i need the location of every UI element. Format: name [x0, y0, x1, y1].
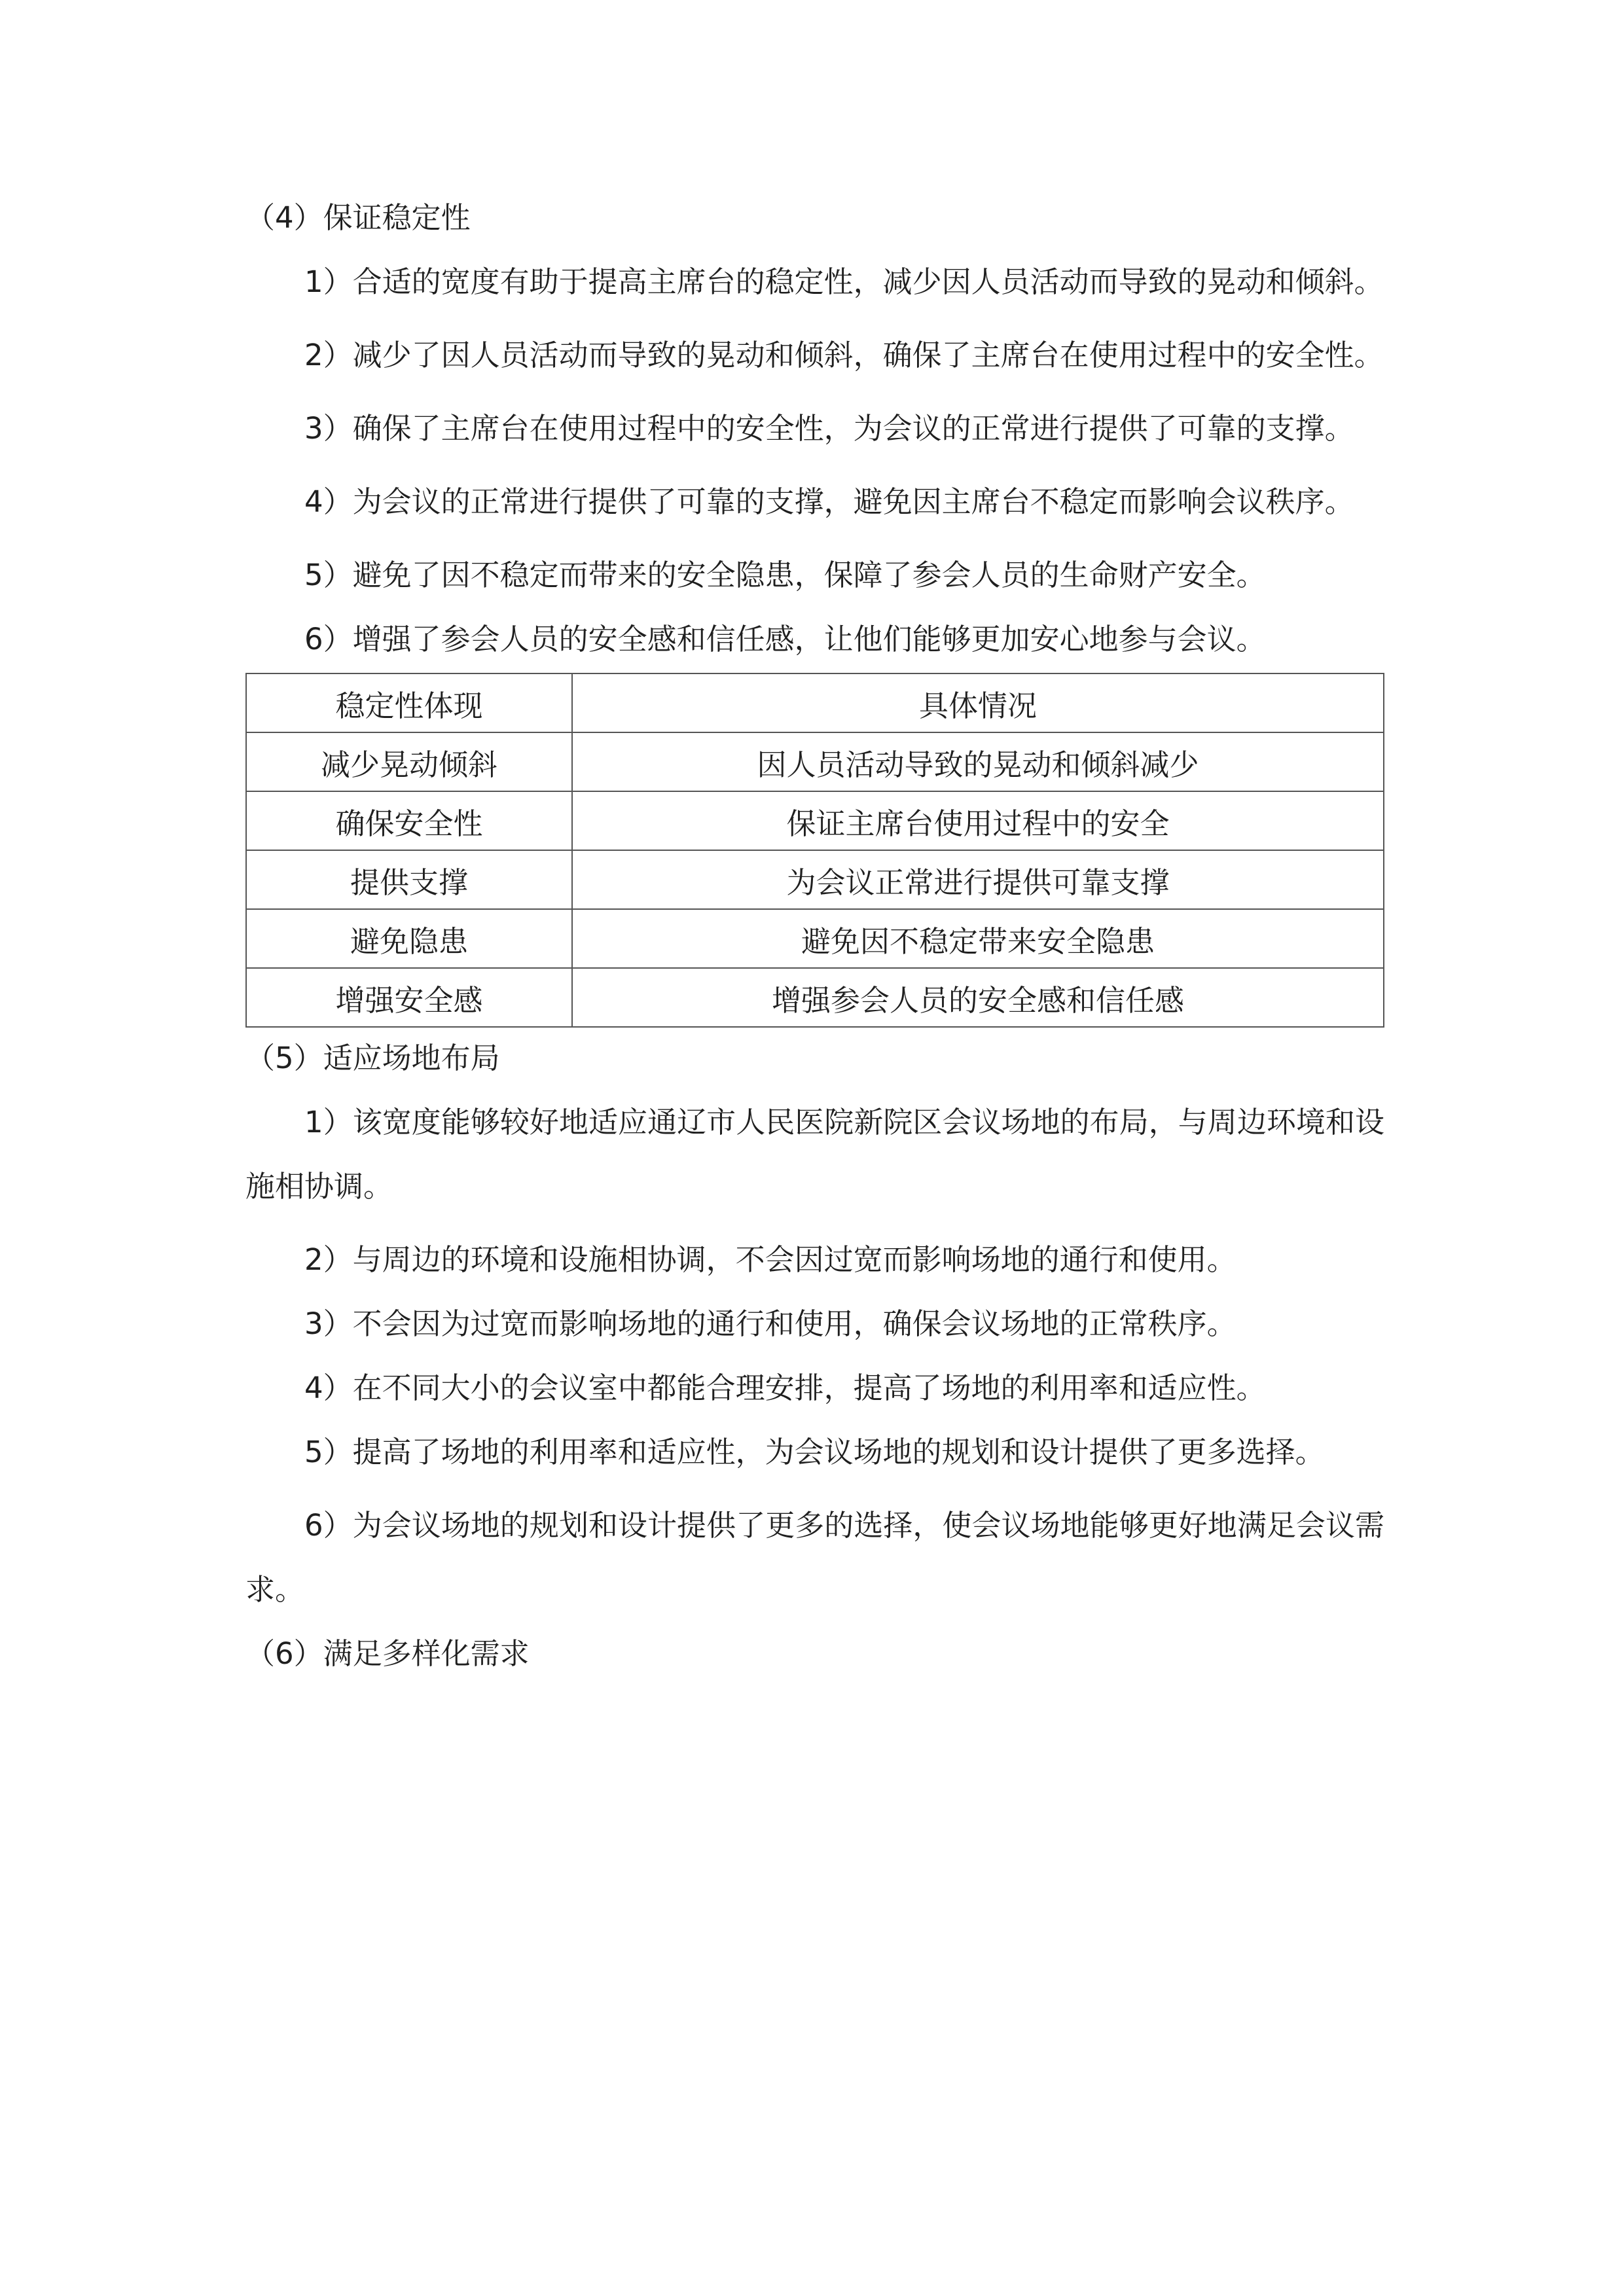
table-row: [246, 732, 1384, 791]
section-4-item-5: 5）避免了因不稳定而带来的安全隐患，保障了参会人员的生命财产安全。: [304, 558, 1266, 592]
section-5-heading: （5）适应场地布局: [245, 1041, 500, 1075]
table-row: [246, 791, 1384, 850]
stability-table: [245, 673, 1384, 1028]
section-5-item-4: 4）在不同大小的会议室中都能合理安排，提高了场地的利用率和适应性。: [304, 1371, 1266, 1405]
section-5-item-1: 1）该宽度能够较好地适应通辽市人民医院新院区会议场地的布局，与周边环境和设施相协调。: [245, 1105, 1384, 1204]
table-header-cell: 具体情况: [572, 673, 1384, 732]
section-5-item-3: 3）不会因为过宽而影响场地的通行和使用，确保会议场地的正常秩序。: [304, 1306, 1236, 1341]
section-6-heading: （6）满足多样化需求: [245, 1636, 530, 1671]
document-page: [245, 190, 1384, 1682]
section-4-item-3: 3）确保了主席台在使用过程中的安全性，为会议的正常进行提供了可靠的支撑。: [304, 411, 1354, 446]
section-5-item-2: 2）与周边的环境和设施相协调，不会因过宽而影响场地的通行和使用。: [304, 1242, 1236, 1277]
table-cell: 避免隐患: [246, 909, 572, 968]
table-row: [246, 968, 1384, 1027]
table-cell: 因人员活动导致的晃动和倾斜减少: [572, 732, 1384, 791]
table-cell: 为会议正常进行提供可靠支撑: [572, 850, 1384, 909]
table-cell: 减少晃动倾斜: [246, 732, 572, 791]
table-header-row: [246, 673, 1384, 732]
section-4-item-2: 2）减少了因人员活动而导致的晃动和倾斜，确保了主席台在使用过程中的安全性。: [304, 338, 1384, 372]
table-row: [246, 909, 1384, 968]
table-cell: 增强参会人员的安全感和信任感: [572, 968, 1384, 1027]
table-header-cell: 稳定性体现: [246, 673, 572, 732]
section-5-item-6: 6）为会议场地的规划和设计提供了更多的选择，使会议场地能够更好地满足会议需求。: [245, 1508, 1384, 1607]
table-cell: 确保安全性: [246, 791, 572, 850]
section-5-item-5: 5）提高了场地的利用率和适应性，为会议场地的规划和设计提供了更多选择。: [304, 1435, 1325, 1469]
table-cell: 保证主席台使用过程中的安全: [572, 791, 1384, 850]
section-4-heading: （4）保证稳定性: [245, 200, 471, 235]
section-4-item-6: 6）增强了参会人员的安全感和信任感，让他们能够更加安心地参与会议。: [304, 622, 1266, 656]
table-cell: 增强安全感: [246, 968, 572, 1027]
section-4-item-4: 4）为会议的正常进行提供了可靠的支撑，避免因主席台不稳定而影响会议秩序。: [304, 484, 1354, 519]
table-cell: 避免因不稳定带来安全隐患: [572, 909, 1384, 968]
section-4-item-1: 1）合适的宽度有助于提高主席台的稳定性，减少因人员活动而导致的晃动和倾斜。: [304, 264, 1384, 299]
table-cell: 提供支撑: [246, 850, 572, 909]
table-row: [246, 850, 1384, 909]
